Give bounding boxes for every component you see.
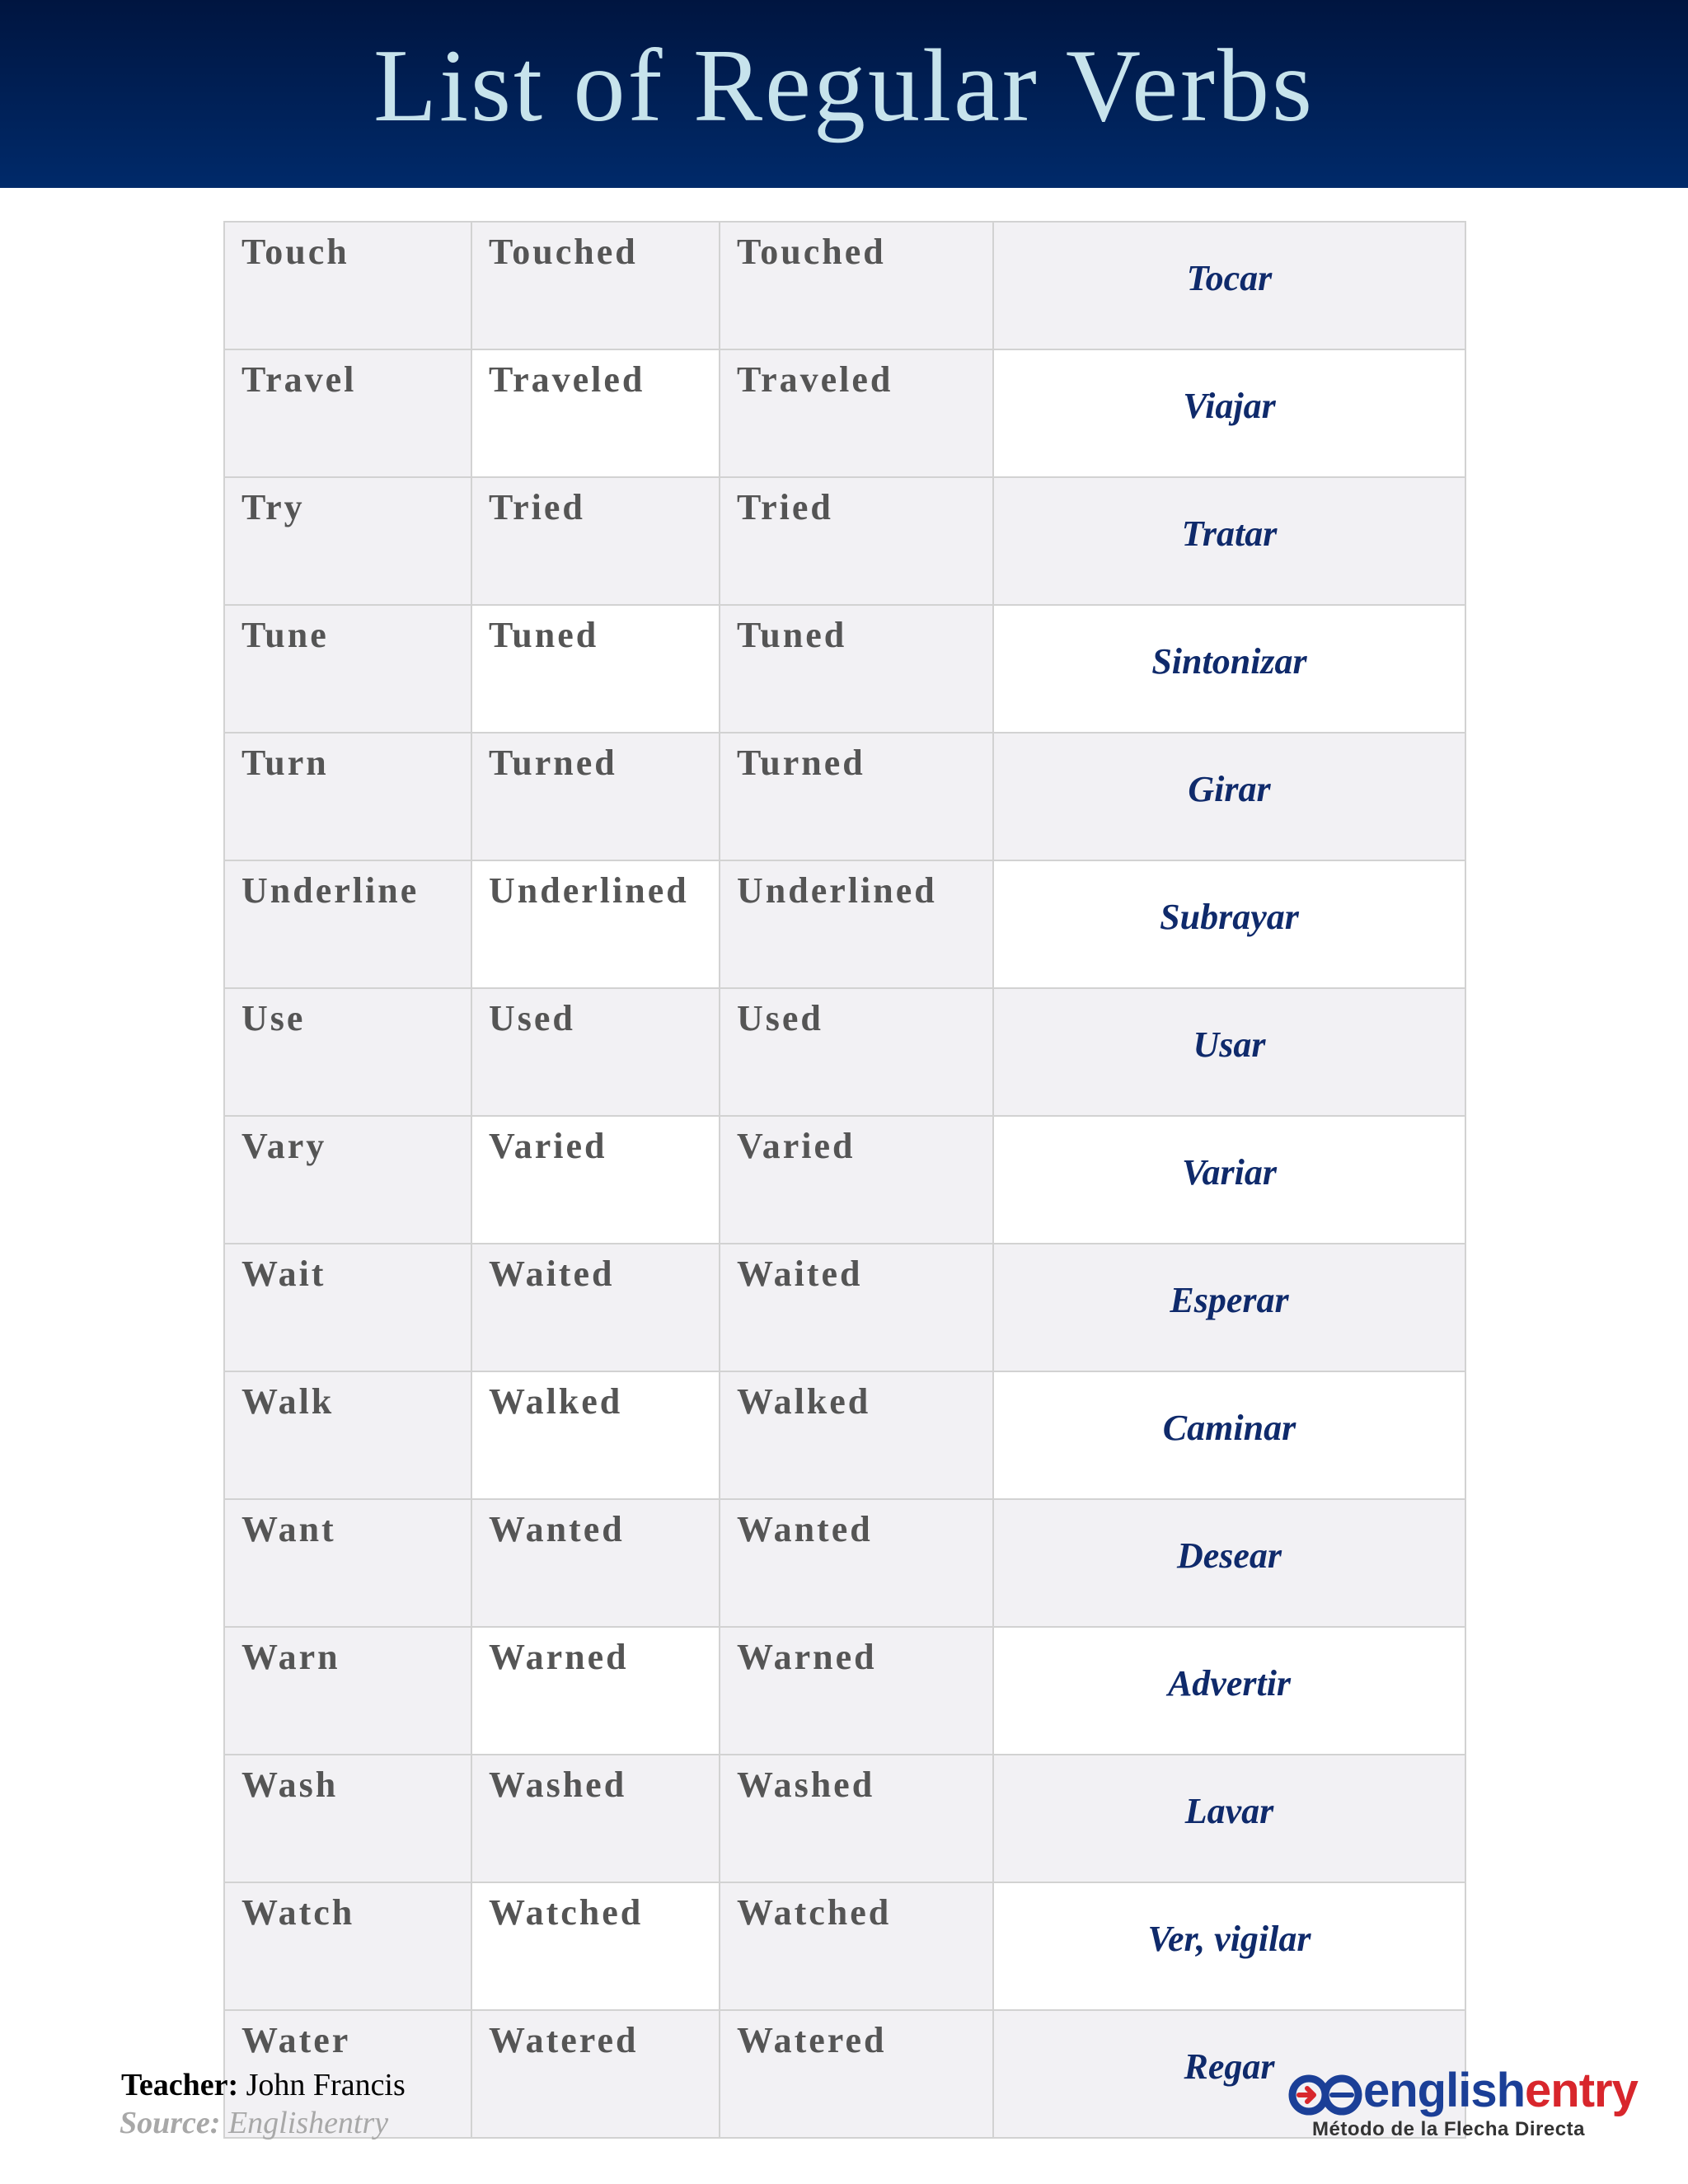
englishentry-logo <box>1287 2064 1650 2141</box>
past-participle-cell: Tuned <box>720 605 993 733</box>
base-form-cell: Wait <box>224 1244 471 1371</box>
past-simple-cell: Watched <box>471 1882 720 2010</box>
verb-table <box>223 221 1466 2139</box>
spanish-translation-cell: Usar <box>993 988 1465 1116</box>
logo-infinity-icon <box>1287 2072 1365 2118</box>
spanish-translation-cell: Girar <box>993 733 1465 860</box>
base-form-cell: Travel <box>224 349 471 477</box>
spanish-translation-cell: Regar <box>993 2010 1465 2138</box>
source-label: Source: <box>120 2106 221 2140</box>
past-simple-cell: Turned <box>471 733 720 860</box>
past-simple-cell: Walked <box>471 1371 720 1499</box>
past-participle-cell: Warned <box>720 1627 993 1755</box>
table-row <box>224 222 1465 349</box>
past-simple-cell: Waited <box>471 1244 720 1371</box>
table-row <box>224 1116 1465 1244</box>
base-form-cell: Underline <box>224 860 471 988</box>
table-row <box>224 988 1465 1116</box>
page-header <box>0 0 1688 188</box>
past-simple-cell: Touched <box>471 222 720 349</box>
source-credit <box>120 2105 388 2141</box>
past-simple-cell: Underlined <box>471 860 720 988</box>
past-participle-cell: Washed <box>720 1755 993 1882</box>
table-row <box>224 1499 1465 1627</box>
base-form-cell: Watch <box>224 1882 471 2010</box>
past-participle-cell: Used <box>720 988 993 1116</box>
spanish-translation-cell: Tratar <box>993 477 1465 605</box>
past-participle-cell: Underlined <box>720 860 993 988</box>
spanish-translation-cell: Esperar <box>993 1244 1465 1371</box>
table-row <box>224 605 1465 733</box>
spanish-translation-cell: Caminar <box>993 1371 1465 1499</box>
spanish-translation-cell: Subrayar <box>993 860 1465 988</box>
past-simple-cell: Tried <box>471 477 720 605</box>
base-form-cell: Try <box>224 477 471 605</box>
base-form-cell: Wash <box>224 1755 471 1882</box>
logo-wordmark-entry: entry <box>1525 2064 1638 2117</box>
past-simple-cell: Varied <box>471 1116 720 1244</box>
teacher-name: John Francis <box>246 2068 406 2102</box>
past-participle-cell: Walked <box>720 1371 993 1499</box>
page-title: List of Regular Verbs <box>373 29 1315 143</box>
past-simple-cell: Watered <box>471 2010 720 2138</box>
verb-table-body <box>224 222 1465 2138</box>
past-participle-cell: Tried <box>720 477 993 605</box>
logo-wordmark <box>1363 2062 1638 2120</box>
past-participle-cell: Traveled <box>720 349 993 477</box>
teacher-credit <box>121 2067 406 2103</box>
table-row <box>224 1755 1465 1882</box>
past-simple-cell: Used <box>471 988 720 1116</box>
past-simple-cell: Traveled <box>471 349 720 477</box>
table-row <box>224 1882 1465 2010</box>
spanish-translation-cell: Ver, vigilar <box>993 1882 1465 2010</box>
source-name: Englishentry <box>227 2106 389 2140</box>
table-row <box>224 733 1465 860</box>
table-row <box>224 1627 1465 1755</box>
spanish-translation-cell: Tocar <box>993 222 1465 349</box>
base-form-cell: Warn <box>224 1627 471 1755</box>
base-form-cell: Touch <box>224 222 471 349</box>
teacher-label: Teacher: <box>121 2068 239 2102</box>
table-row <box>224 860 1465 988</box>
logo-tagline: Método de la Flecha Directa <box>1312 2118 1585 2140</box>
base-form-cell: Vary <box>224 1116 471 1244</box>
base-form-cell: Tune <box>224 605 471 733</box>
table-row <box>224 349 1465 477</box>
past-participle-cell: Watched <box>720 1882 993 2010</box>
spanish-translation-cell: Variar <box>993 1116 1465 1244</box>
table-row <box>224 1244 1465 1371</box>
table-row <box>224 477 1465 605</box>
spanish-translation-cell: Lavar <box>993 1755 1465 1882</box>
base-form-cell: Turn <box>224 733 471 860</box>
past-participle-cell: Turned <box>720 733 993 860</box>
spanish-translation-cell: Sintonizar <box>993 605 1465 733</box>
spanish-translation-cell: Desear <box>993 1499 1465 1627</box>
past-simple-cell: Washed <box>471 1755 720 1882</box>
past-participle-cell: Waited <box>720 1244 993 1371</box>
past-participle-cell: Varied <box>720 1116 993 1244</box>
past-simple-cell: Wanted <box>471 1499 720 1627</box>
table-row <box>224 2010 1465 2138</box>
base-form-cell: Walk <box>224 1371 471 1499</box>
past-participle-cell: Wanted <box>720 1499 993 1627</box>
table-row <box>224 1371 1465 1499</box>
base-form-cell: Water <box>224 2010 471 2138</box>
logo-wordmark-english: english <box>1363 2064 1526 2117</box>
spanish-translation-cell: Advertir <box>993 1627 1465 1755</box>
spanish-translation-cell: Viajar <box>993 349 1465 477</box>
past-participle-cell: Touched <box>720 222 993 349</box>
base-form-cell: Want <box>224 1499 471 1627</box>
base-form-cell: Use <box>224 988 471 1116</box>
past-simple-cell: Warned <box>471 1627 720 1755</box>
past-participle-cell: Watered <box>720 2010 993 2138</box>
past-simple-cell: Tuned <box>471 605 720 733</box>
